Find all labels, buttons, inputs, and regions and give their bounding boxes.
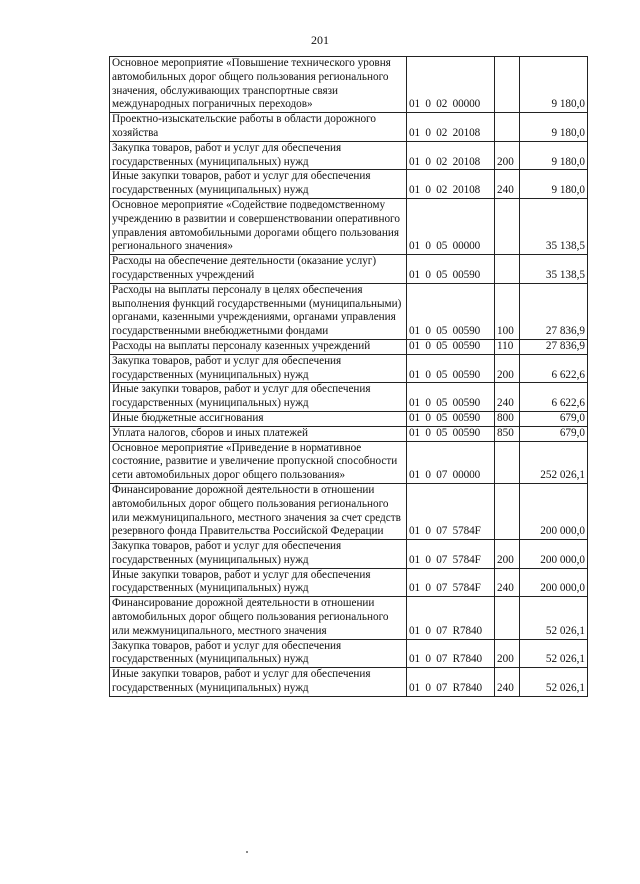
row-code-cell: 01 0 02 20108 — [407, 170, 495, 199]
row-expense-type-cell: 200 — [495, 354, 520, 383]
row-name-cell: Иные закупки товаров, работ и услуг для обеспечения государственных (муниципальных) нужд — [110, 383, 407, 412]
row-code-cell: 01 0 07 R7840 — [407, 639, 495, 668]
budget-table-body — [110, 57, 588, 697]
table-row — [110, 198, 588, 254]
table-row — [110, 141, 588, 170]
row-name-cell: Иные бюджетные ассигнования — [110, 411, 407, 426]
row-expense-type-cell — [495, 255, 520, 284]
row-code-cell: 01 0 05 00590 — [407, 339, 495, 354]
row-name-cell: Закупка товаров, работ и услуг для обеспечения государственных (муниципальных) нужд — [110, 141, 407, 170]
row-expense-type-cell: 800 — [495, 411, 520, 426]
row-sum-cell: 52 026,1 — [520, 597, 588, 639]
row-expense-type-cell: 240 — [495, 383, 520, 412]
row-sum-cell: 35 138,5 — [520, 255, 588, 284]
row-name-cell: Иные закупки товаров, работ и услуг для обеспечения государственных (муниципальных) нужд — [110, 668, 407, 697]
row-code-cell: 01 0 05 00590 — [407, 426, 495, 441]
row-sum-cell: 200 000,0 — [520, 540, 588, 569]
row-code-cell: 01 0 05 00000 — [407, 198, 495, 254]
row-sum-cell: 9 180,0 — [520, 113, 588, 142]
table-row — [110, 411, 588, 426]
page-number: 201 — [311, 33, 329, 47]
row-sum-cell: 9 180,0 — [520, 141, 588, 170]
table-row — [110, 597, 588, 639]
table-row — [110, 568, 588, 597]
row-expense-type-cell — [495, 57, 520, 113]
row-sum-cell: 200 000,0 — [520, 483, 588, 539]
table-row — [110, 170, 588, 199]
row-sum-cell: 35 138,5 — [520, 198, 588, 254]
table-row — [110, 639, 588, 668]
row-code-cell: 01 0 07 5784F — [407, 483, 495, 539]
row-expense-type-cell: 100 — [495, 283, 520, 339]
row-expense-type-cell — [495, 113, 520, 142]
row-code-cell: 01 0 02 00000 — [407, 57, 495, 113]
row-code-cell: 01 0 05 00590 — [407, 411, 495, 426]
row-name-cell: Финансирование дорожной деятельности в отношении автомобильных дорог общего пользования регионального или межмуниципального, местного значения — [110, 597, 407, 639]
row-code-cell: 01 0 07 00000 — [407, 441, 495, 483]
row-name-cell: Основное мероприятие «Повышение технического уровня автомобильных дорог общего пользования регионального значения, обслуживающих транспортные связи международных пограничных переходов» — [110, 57, 407, 113]
row-expense-type-cell — [495, 483, 520, 539]
row-name-cell: Уплата налогов, сборов и иных платежей — [110, 426, 407, 441]
row-expense-type-cell: 200 — [495, 540, 520, 569]
table-row — [110, 383, 588, 412]
table-row — [110, 354, 588, 383]
row-name-cell: Основное мероприятие «Содействие подведомственному учреждению в развитии и совершенствовании оперативного управления автомобильными дорогами общего пользования регионального значения» — [110, 198, 407, 254]
row-expense-type-cell: 200 — [495, 141, 520, 170]
row-expense-type-cell: 240 — [495, 170, 520, 199]
row-expense-type-cell: 850 — [495, 426, 520, 441]
row-code-cell: 01 0 07 5784F — [407, 540, 495, 569]
row-expense-type-cell — [495, 441, 520, 483]
table-row — [110, 483, 588, 539]
row-sum-cell: 52 026,1 — [520, 668, 588, 697]
row-name-cell: Закупка товаров, работ и услуг для обеспечения государственных (муниципальных) нужд — [110, 354, 407, 383]
row-name-cell: Расходы на выплаты персоналу казенных учреждений — [110, 339, 407, 354]
row-code-cell: 01 0 07 R7840 — [407, 668, 495, 697]
row-sum-cell: 6 622,6 — [520, 383, 588, 412]
table-row — [110, 57, 588, 113]
row-code-cell: 01 0 07 5784F — [407, 568, 495, 597]
table-row — [110, 441, 588, 483]
row-expense-type-cell — [495, 198, 520, 254]
table-row — [110, 339, 588, 354]
row-expense-type-cell: 240 — [495, 568, 520, 597]
row-name-cell: Иные закупки товаров, работ и услуг для обеспечения государственных (муниципальных) нужд — [110, 170, 407, 199]
row-expense-type-cell: 110 — [495, 339, 520, 354]
row-code-cell: 01 0 05 00590 — [407, 354, 495, 383]
row-expense-type-cell: 200 — [495, 639, 520, 668]
budget-table — [109, 56, 588, 697]
row-code-cell: 01 0 05 00590 — [407, 383, 495, 412]
table-row — [110, 668, 588, 697]
table-row — [110, 255, 588, 284]
row-name-cell: Расходы на обеспечение деятельности (оказание услуг) государственных учреждений — [110, 255, 407, 284]
row-name-cell: Проектно-изыскательские работы в области дорожного хозяйства — [110, 113, 407, 142]
row-name-cell: Основное мероприятие «Приведение в нормативное состояние, развитие и увеличение пропускной способности сети автомобильных дорог общего пользования» — [110, 441, 407, 483]
table-row — [110, 540, 588, 569]
row-code-cell: 01 0 07 R7840 — [407, 597, 495, 639]
row-code-cell: 01 0 02 20108 — [407, 113, 495, 142]
row-code-cell: 01 0 05 00590 — [407, 283, 495, 339]
table-row — [110, 283, 588, 339]
row-name-cell: Финансирование дорожной деятельности в отношении автомобильных дорог общего пользования регионального или межмуниципального, местного значения за счет средств резервного фонда Правительства Российской Федерации — [110, 483, 407, 539]
row-code-cell: 01 0 02 20108 — [407, 141, 495, 170]
row-code-cell: 01 0 05 00590 — [407, 255, 495, 284]
row-name-cell: Расходы на выплаты персоналу в целях обеспечения выполнения функций государственными (муниципальными) органами, казенными учреждениями, органами управления государственными внебюджетными фондами — [110, 283, 407, 339]
scan-speck — [246, 851, 248, 853]
row-sum-cell: 27 836,9 — [520, 339, 588, 354]
table-row — [110, 113, 588, 142]
row-sum-cell: 200 000,0 — [520, 568, 588, 597]
row-expense-type-cell: 240 — [495, 668, 520, 697]
row-sum-cell: 52 026,1 — [520, 639, 588, 668]
row-name-cell: Закупка товаров, работ и услуг для обеспечения государственных (муниципальных) нужд — [110, 540, 407, 569]
row-sum-cell: 27 836,9 — [520, 283, 588, 339]
row-name-cell: Иные закупки товаров, работ и услуг для обеспечения государственных (муниципальных) нужд — [110, 568, 407, 597]
row-sum-cell: 9 180,0 — [520, 170, 588, 199]
table-row — [110, 426, 588, 441]
row-sum-cell: 9 180,0 — [520, 57, 588, 113]
row-expense-type-cell — [495, 597, 520, 639]
row-sum-cell: 679,0 — [520, 411, 588, 426]
row-sum-cell: 679,0 — [520, 426, 588, 441]
row-name-cell: Закупка товаров, работ и услуг для обеспечения государственных (муниципальных) нужд — [110, 639, 407, 668]
row-sum-cell: 252 026,1 — [520, 441, 588, 483]
row-sum-cell: 6 622,6 — [520, 354, 588, 383]
